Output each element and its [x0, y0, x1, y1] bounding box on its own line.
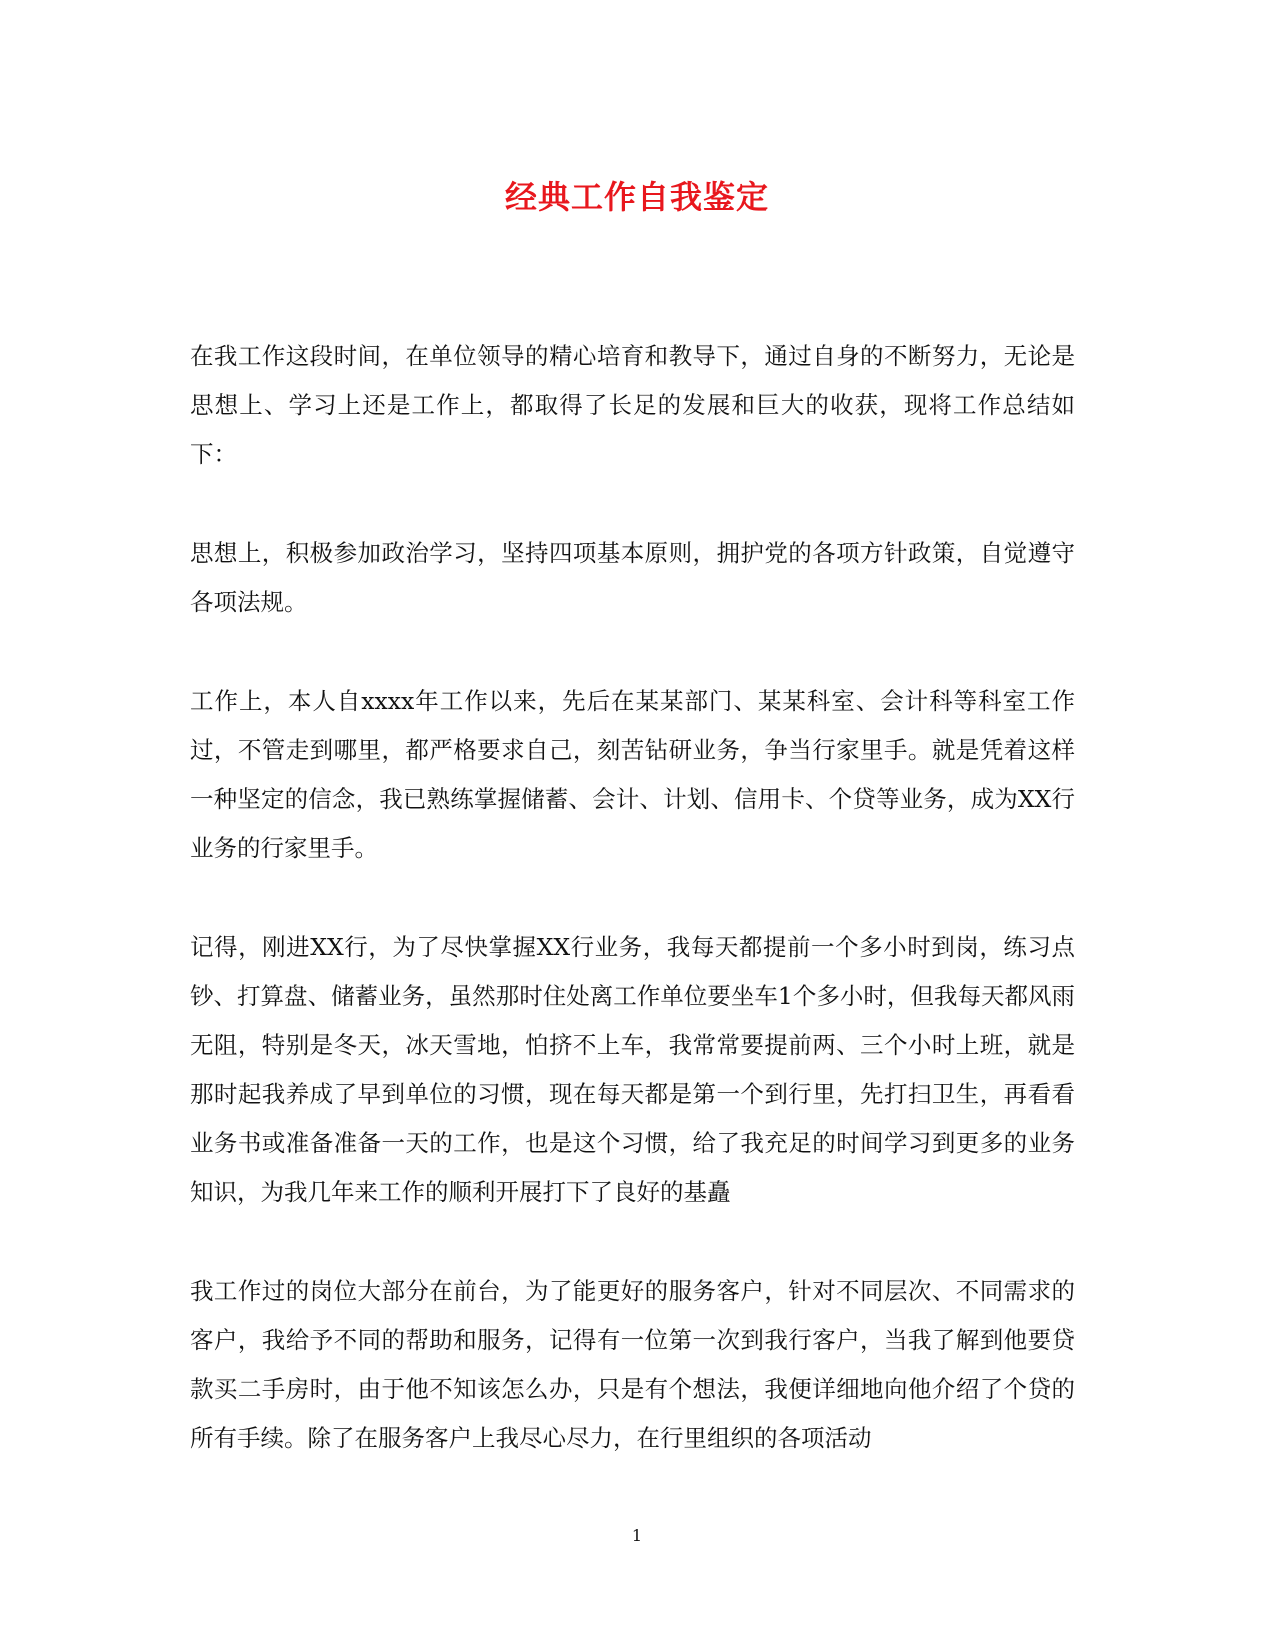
- document-body: [190, 332, 1075, 1463]
- paragraph-intro: 在我工作这段时间，在单位领导的精心培育和教导下，通过自身的不断努力，无论是思想上、学习上还是工作上，都取得了长足的发展和巨大的收获，现将工作总结如下：: [190, 342, 1075, 468]
- paragraph-service: 我工作过的岗位大部分在前台，为了能更好的服务客户，针对不同层次、不同需求的客户，我给予不同的帮助和服务，记得有一位第一次到我行客户，当我了解到他要贷款买二手房时，由于他不知该怎么办，只是有个想法，我便详细地向他介绍了个贷的所有手续。除了在服务客户上我尽心尽力，在行里组织的各项活动: [190, 1277, 1075, 1452]
- paragraph-memory: 记得，刚进XX行，为了尽快掌握XX行业务，我每天都提前一个多小时到岗，练习点钞、打算盘、储蓄业务，虽然那时住处离工作单位要坐车1个多小时，但我每天都风雨无阻，特别是冬天，冰天雪地，怕挤不上车，我常常要提前两、三个小时上班，就是那时起我养成了早到单位的习惯，现在每天都是第一个到行里，先打扫卫生，再看看业务书或准备准备一天的工作，也是这个习惯，给了我充足的时间学习到更多的业务知识，为我几年来工作的顺利开展打下了良好的基矗: [190, 933, 1075, 1206]
- document-title: 经典工作自我鉴定: [504, 178, 769, 216]
- paragraph-work: 工作上，本人自xxxx年工作以来，先后在某某部门、某某科室、会计科等科室工作过，不管走到哪里，都严格要求自己，刻苦钻研业务，争当行家里手。就是凭着这样一种坚定的信念，我已熟练掌握储蓄、会计、计划、信用卡、个贷等业务，成为XX行业务的行家里手。: [190, 687, 1075, 862]
- page-number: 1: [631, 1526, 643, 1545]
- paragraph-thought: 思想上，积极参加政治学习，坚持四项基本原则，拥护党的各项方针政策，自觉遵守各项法规。: [190, 539, 1075, 616]
